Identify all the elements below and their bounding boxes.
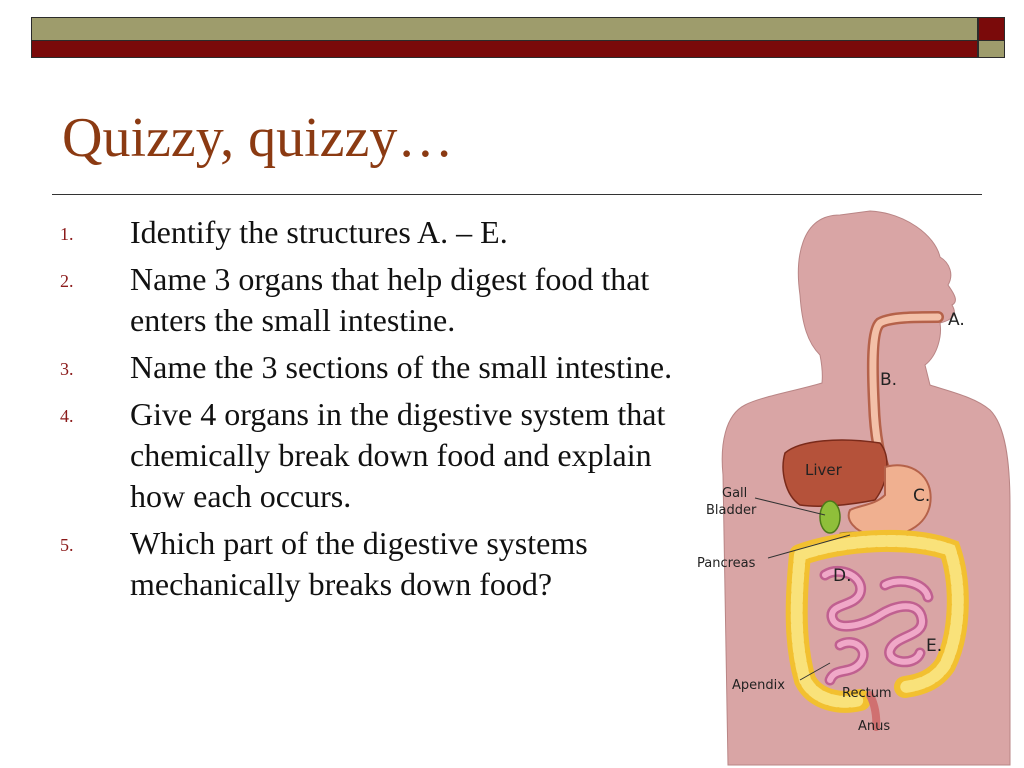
label-b: B.	[880, 370, 898, 390]
label-e: E.	[926, 636, 943, 656]
question-number: 1.	[60, 224, 74, 244]
question-text: Give 4 organs in the digestive system that chemically break down food and explain how each occurs.	[130, 396, 666, 514]
label-a: A.	[948, 310, 965, 330]
question-number: 2.	[60, 271, 74, 291]
label-d: D.	[833, 566, 852, 586]
title-divider	[52, 194, 982, 195]
label-rectum: Rectum	[842, 686, 892, 701]
header-square-bottom	[978, 41, 1005, 58]
label-liver: Liver	[805, 461, 842, 479]
question-number: 4.	[60, 406, 74, 426]
gall-bladder	[820, 501, 840, 533]
question-item	[60, 523, 700, 605]
digestive-system-diagram	[690, 205, 1024, 768]
question-text: Which part of the digestive systems mechanically breaks down food?	[130, 525, 588, 602]
question-text: Name 3 organs that help digest food that enters the small intestine.	[130, 261, 650, 338]
label-apendix: Apendix	[732, 678, 785, 693]
header-square-top	[978, 17, 1005, 41]
question-item	[60, 212, 700, 253]
question-number: 5.	[60, 535, 74, 555]
question-number: 3.	[60, 359, 74, 379]
question-text: Name the 3 sections of the small intestine.	[130, 349, 673, 385]
header-bar-bottom	[31, 41, 978, 58]
label-c: C.	[913, 486, 931, 506]
header-bar-top	[31, 17, 978, 41]
question-item	[60, 259, 700, 341]
label-pancreas: Pancreas	[697, 556, 756, 571]
label-gall-line1: Gall	[722, 486, 748, 501]
label-anus: Anus	[858, 719, 891, 734]
label-gall-line2: Bladder	[706, 503, 757, 518]
question-list	[60, 212, 700, 611]
slide-title: Quizzy, quizzy…	[62, 107, 454, 169]
question-item	[60, 347, 700, 388]
question-item	[60, 394, 700, 517]
question-text: Identify the structures A. – E.	[130, 214, 508, 250]
